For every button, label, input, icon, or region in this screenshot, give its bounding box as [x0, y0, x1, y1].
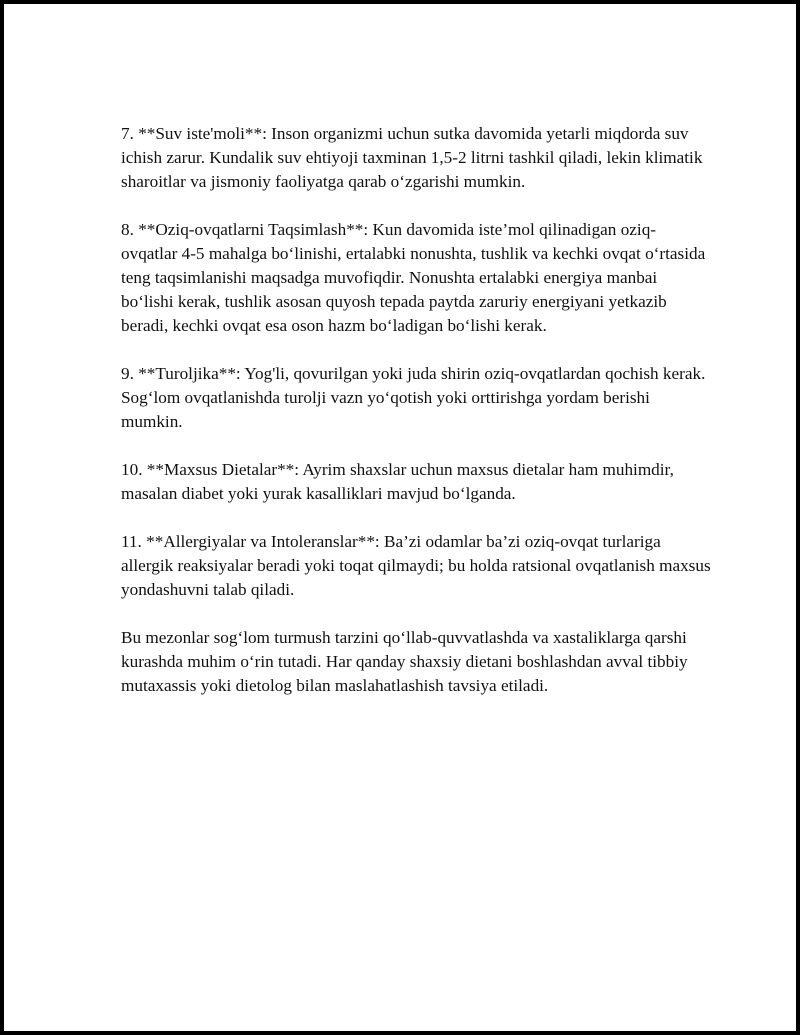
paragraph-allergies: 11. **Allergiyalar va Intoleranslar**: Ba’zi odamlar ba’zi oziq-ovqat turlariga allergik reaksiyalar beradi yoki toqat qilmaydi; bu holda ratsional ovqatlanish maxsus yondashuvni talab qiladi. — [121, 532, 711, 599]
paragraph-conclusion: Bu mezonlar sogʻlom turmush tarzini qoʻllab-quvvatlashda va xastaliklarga qarshi kurashda muhim oʻrin tutadi. Har qanday shaxsiy dietani boshlashdan avval tibbiy mutaxassis yoki dietolog bilan maslahatlashish tavsiya etiladi. — [121, 628, 688, 695]
paragraph-food-distribution: 8. **Oziq-ovqatlarni Taqsimlash**: Kun davomida iste’mol qilinadigan oziq-ovqatlar 4-5 mahalga boʻlinishi, ertalabki nonushta, tushlik va kechki ovqat oʻrtasida teng taqsimlanishi maqsadga muvofiqdir. Nonushta ertalabki energiya manbai boʻlishi kerak, tushlik asosan quyosh tepada paytda zaruriy energiyani yetkazib beradi, kechki ovqat esa oson hazm boʻladigan boʻlishi kerak. — [121, 220, 706, 335]
document-body — [121, 122, 711, 722]
paragraph-turoljika: 9. **Turoljika**: Yog'li, qovurilgan yoki juda shirin oziq-ovqatlardan qochish kerak. Sogʻlom ovqatlanishda turolji vazn yoʻqotish yoki orttirishga yordam berishi mumkin. — [121, 364, 706, 431]
paragraph-special-diets: 10. **Maxsus Dietalar**: Ayrim shaxslar uchun maxsus dietalar ham muhimdir, masalan diabet yoki yurak kasalliklari mavjud boʻlganda. — [121, 460, 674, 503]
paragraph-water-intake: 7. **Suv iste'moli**: Inson organizmi uchun sutka davomida yetarli miqdorda suv ichish zarur. Kundalik suv ehtiyoji taxminan 1,5-2 litrni tashkil qiladi, lekin klimatik sharoitlar va jismoniy faoliyatga qarab oʻzgarishi mumkin. — [121, 124, 703, 191]
